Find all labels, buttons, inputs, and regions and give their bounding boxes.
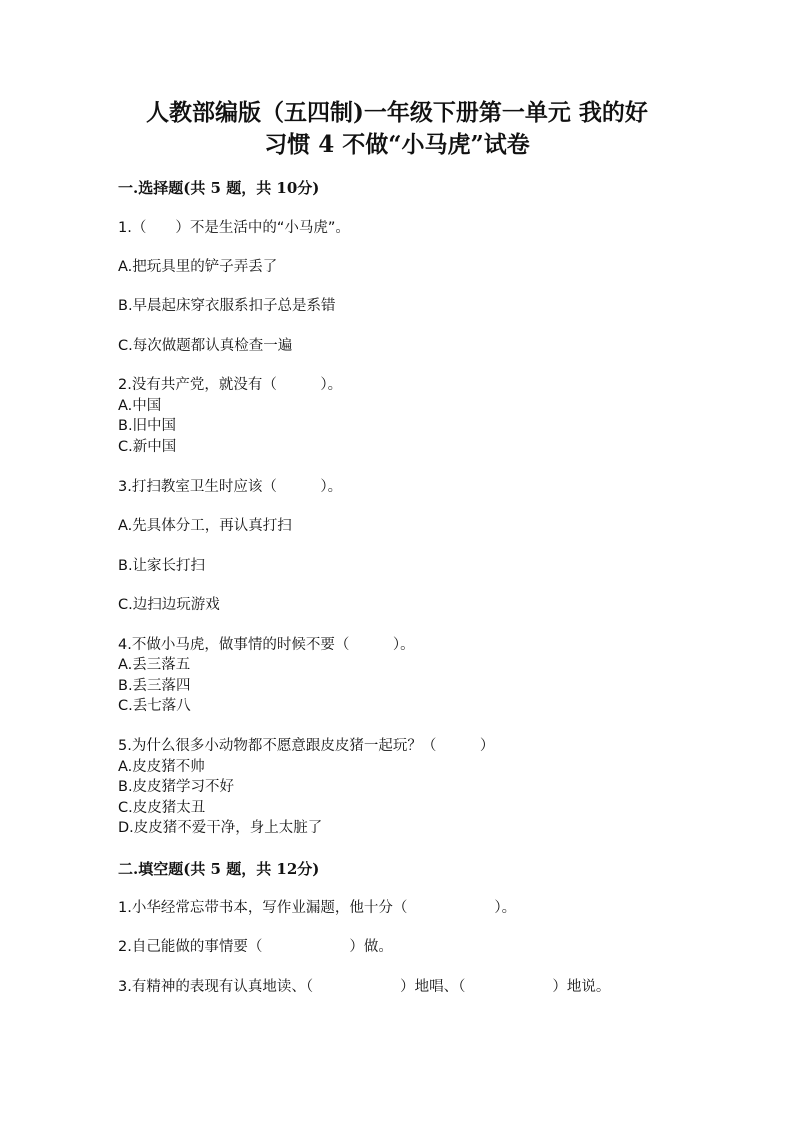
question-3-stem: 3.打扫教室卫生时应该（ ）。 [118,479,343,495]
question-4-option-a: A.丢三落五 [118,657,191,673]
question-3-option-c: C.边扫边玩游戏 [118,597,220,613]
question-1-option-b: B.早晨起床穿衣服系扣子总是系错 [118,298,336,314]
question-5-option-d: D.皮皮猪不爱干净，身上太脏了 [118,820,323,836]
question-1-option-a: A.把玩具里的铲子弄丢了 [118,259,278,275]
exam-title-line-1: 人教部编版（五四制)一年级下册第一单元 我的好 [146,99,648,126]
exam-title-line-2: 习惯 4 不做“小马虎”试卷 [264,131,530,158]
question-1-option-c: C.每次做题都认真检查一遍 [118,338,293,354]
question-5-option-c: C.皮皮猪太丑 [118,800,206,816]
question-2-option-a: A.中国 [118,398,162,414]
section-heading-choice: 一.选择题(共 5 题，共 10分) [118,179,320,197]
question-5-option-b: B.皮皮猪学习不好 [118,779,235,795]
question-2-option-b: B.旧中国 [118,418,177,434]
question-2-stem: 2.没有共产党，就没有（ ）。 [118,377,343,393]
section-heading-fill-in: 二.填空题(共 5 题，共 12分) [118,860,320,878]
question-4-stem: 4.不做小马虎，做事情的时候不要（ ）。 [118,637,415,653]
question-5-stem: 5.为什么很多小动物都不愿意跟皮皮猪一起玩？（ ） [118,738,495,754]
question-3-option-a: A.先具体分工，再认真打扫 [118,518,292,534]
question-4-option-b: B.丢三落四 [118,678,191,694]
fill-question-3: 3.有精神的表现有认真地读、（ ）地唱、（ ）地说。 [118,979,611,995]
question-5-option-a: A.皮皮猪不帅 [118,759,205,775]
fill-question-1: 1.小华经常忘带书本，写作业漏题，他十分（ ）。 [118,900,517,916]
question-2-option-c: C.新中国 [118,439,177,455]
fill-question-2: 2.自己能做的事情要（ ）做。 [118,939,393,955]
question-1-stem: 1.（ ）不是生活中的“小马虎”。 [118,220,350,236]
question-4-option-c: C.丢七落八 [118,698,191,714]
question-3-option-b: B.让家长打扫 [118,558,206,574]
